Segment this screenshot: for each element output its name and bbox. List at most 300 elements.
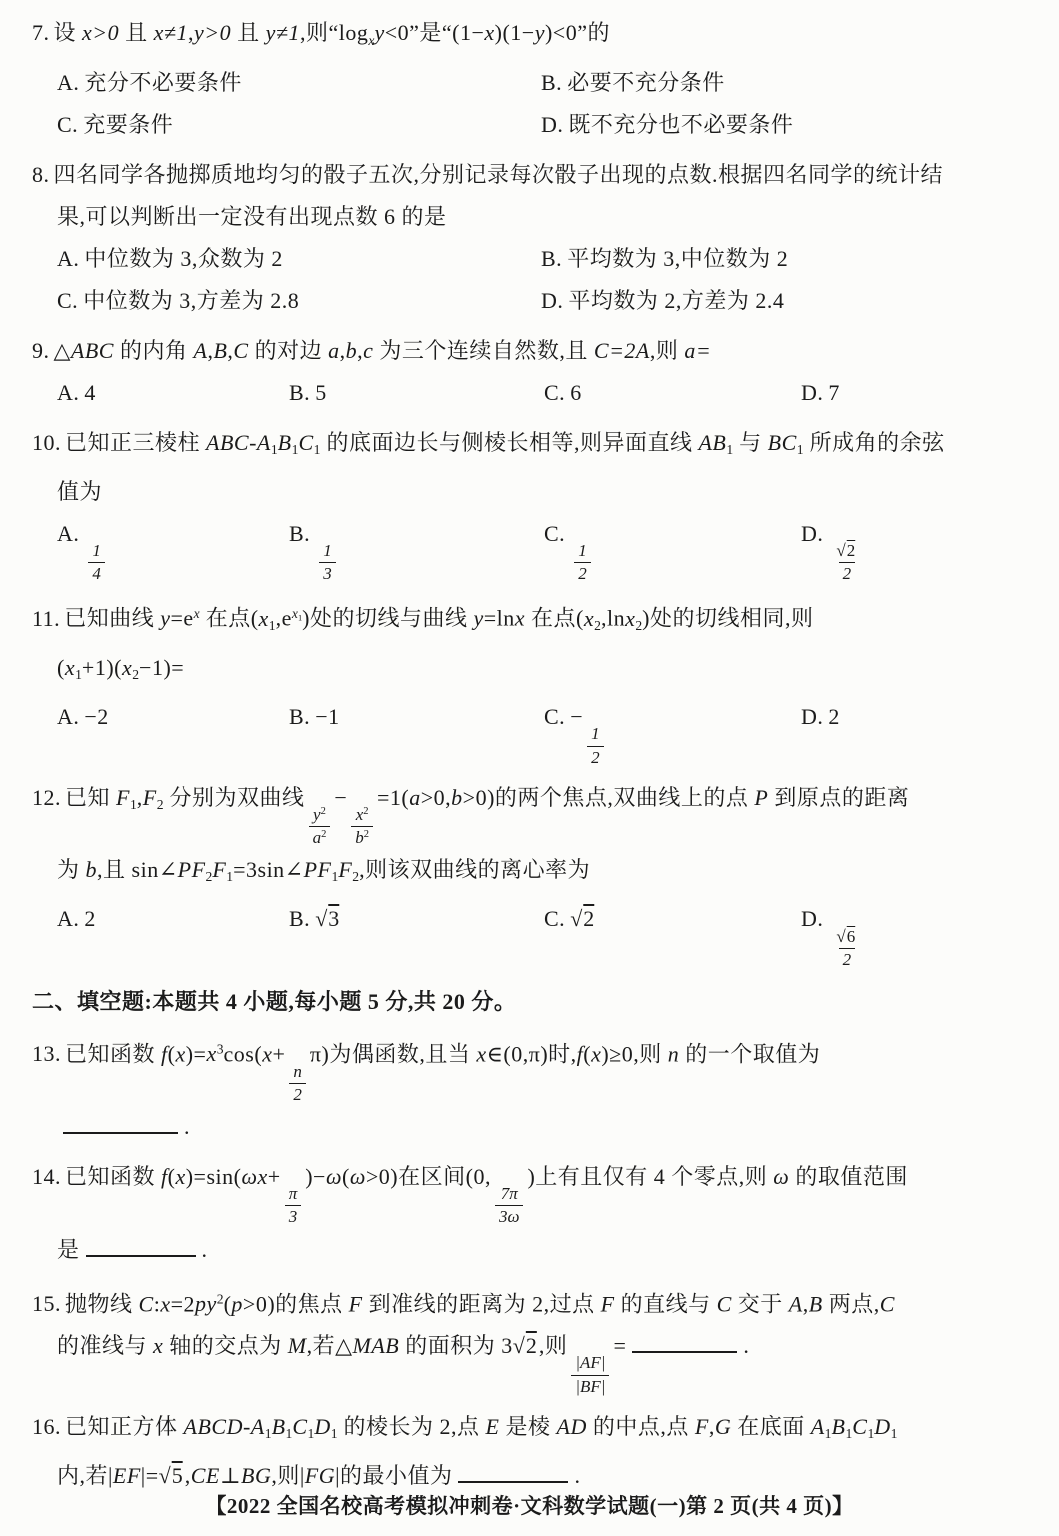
- math-segment: b: [451, 784, 463, 810]
- text-segment: =e: [170, 605, 194, 631]
- math-segment: A: [193, 337, 208, 363]
- math-segment: G: [714, 1413, 732, 1439]
- text-segment: .: [201, 1236, 208, 1262]
- text-segment: =ln: [483, 605, 515, 631]
- question-line: [32, 154, 1035, 196]
- text-segment: (: [223, 1291, 232, 1317]
- text-segment: 到原点的距离: [768, 784, 910, 810]
- question-line: [32, 849, 1035, 898]
- question-number: 7.: [32, 20, 50, 45]
- text-segment: |=√5,: [140, 1462, 191, 1488]
- option-A: [57, 372, 289, 414]
- text-segment: 为三个连续自然数,且: [373, 337, 594, 363]
- text-segment: )处的切线相同,则: [642, 605, 814, 631]
- fraction-denominator: 2: [839, 562, 856, 585]
- question-number: 8.: [32, 161, 50, 187]
- text-segment: +1)(: [81, 655, 122, 680]
- question-9: [32, 330, 1035, 414]
- math-segment: $py^2$: [195, 1291, 224, 1317]
- option-label: A.: [57, 245, 80, 271]
- question-8: [32, 154, 1035, 322]
- text-segment: |的最小值为: [335, 1462, 453, 1488]
- math-segment: x: [175, 1163, 186, 1189]
- subscript: 1: [129, 796, 137, 812]
- sqrt-radical: √6: [836, 926, 856, 946]
- text-segment: ,: [188, 20, 194, 45]
- math-segment: y: [534, 20, 545, 45]
- option-label: C.: [57, 287, 79, 313]
- question-line: [32, 1325, 1035, 1398]
- option-D: [541, 104, 1035, 146]
- subscript: 1: [313, 441, 321, 457]
- text-segment: 已知函数: [65, 1163, 162, 1189]
- subscript: 1: [307, 1425, 315, 1441]
- option-label: B.: [289, 704, 311, 730]
- text-segment: >0,: [420, 784, 452, 810]
- question-15: [32, 1279, 1035, 1398]
- answer-blank: [632, 1329, 737, 1353]
- subscript: 1: [890, 1425, 898, 1441]
- math-segment: B: [808, 1291, 823, 1317]
- text-segment: 平均数为 3,中位数为 2: [567, 245, 789, 271]
- subscript: 1: [268, 618, 276, 633]
- math-segment: x: [153, 1333, 164, 1359]
- text-segment: )−: [305, 1163, 326, 1189]
- text-segment: 7: [828, 379, 840, 405]
- option-label: C.: [544, 906, 566, 932]
- text-segment: 的对边: [248, 337, 329, 363]
- option-B: [541, 238, 1035, 280]
- radicand: 6: [846, 926, 856, 946]
- text-segment: (: [342, 1163, 350, 1189]
- superscript: 2: [363, 829, 370, 841]
- text-segment: <0”是“(1−: [384, 20, 485, 45]
- math-segment: y>0: [194, 20, 232, 45]
- fraction-numerator: π: [288, 1184, 298, 1204]
- option-C: [57, 280, 541, 322]
- option-label: B.: [541, 245, 563, 271]
- text-segment: -: [249, 429, 257, 455]
- text-segment: =3sin∠: [233, 857, 304, 883]
- text-segment: ,: [207, 337, 214, 363]
- math-segment: F1: [116, 784, 137, 812]
- math-segment: C: [233, 337, 249, 363]
- subscript: 1: [226, 869, 234, 885]
- text-segment: ,则该双曲线的离心率为: [359, 857, 591, 883]
- math-segment: F: [348, 1291, 363, 1317]
- text-segment: .: [743, 1333, 750, 1359]
- text-segment: ,: [339, 337, 346, 363]
- question-line: [32, 196, 1035, 238]
- text-segment: ,e: [275, 605, 292, 631]
- math-segment: MAB: [352, 1333, 400, 1359]
- sqrt-radical: √2: [836, 541, 856, 561]
- sqrt-radical: √2: [512, 1333, 537, 1359]
- option-C: [57, 104, 541, 146]
- text-segment: 已知曲线: [64, 605, 161, 631]
- question-line: [32, 593, 1035, 647]
- fraction-denominator: 3ω: [495, 1205, 524, 1228]
- text-segment: ,: [708, 1413, 715, 1439]
- math-segment: ABC: [70, 337, 114, 363]
- text-segment: 5: [315, 379, 327, 405]
- fraction-numerator: |AF|: [575, 1353, 606, 1373]
- text-segment: 的准线与: [57, 1333, 154, 1359]
- math-segment: a: [328, 337, 340, 363]
- option-label: D.: [801, 520, 824, 546]
- math-segment: x: [591, 1041, 602, 1067]
- fraction: [587, 723, 604, 768]
- text-segment: 的面积为 3√2,则: [399, 1333, 568, 1359]
- math-segment: E: [485, 1413, 500, 1439]
- text-segment: ,若△: [306, 1333, 353, 1359]
- math-segment: x: [476, 1041, 487, 1067]
- text-segment: 到准线的距离为 2,过点: [362, 1291, 601, 1317]
- option-C: [544, 696, 801, 769]
- text-segment: ,: [227, 337, 234, 363]
- options-grid: [57, 898, 1035, 971]
- fraction-numerator: 1: [323, 541, 332, 561]
- math-segment: ABCD: [183, 1413, 243, 1439]
- text-segment: −1)=: [139, 655, 185, 680]
- text-segment: 2: [84, 906, 96, 932]
- text-segment: 与: [733, 429, 768, 455]
- question-number: 12.: [32, 784, 61, 810]
- text-segment: 四名同学各抛掷质地均匀的骰子五次,分别记录每次骰子出现的点数.根据四名同学的统计结: [53, 161, 944, 187]
- text-segment: 在点(: [525, 605, 584, 631]
- math-segment: ω: [325, 1163, 343, 1189]
- option-A: [57, 238, 541, 280]
- text-segment: >0)的两个焦点,双曲线上的点: [462, 784, 755, 810]
- math-segment: B: [213, 337, 228, 363]
- subscript: 1: [845, 1425, 853, 1441]
- text-segment: 分别为双曲线: [163, 784, 305, 810]
- math-segment: p: [231, 1291, 243, 1317]
- math-segment: A1B1C1D1: [810, 1413, 898, 1441]
- question-line: [32, 422, 1035, 471]
- radicand: 5: [171, 1462, 183, 1488]
- text-segment: 的底面边长与侧棱长相等,则异面直线: [320, 429, 699, 455]
- fraction-numerator: 1: [591, 724, 600, 744]
- fraction: [88, 540, 105, 585]
- text-segment: 是棱: [499, 1413, 557, 1439]
- text-segment: 中位数为 3,众数为 2: [84, 245, 283, 271]
- superscript: 2: [363, 806, 369, 818]
- option-label: D.: [801, 906, 824, 932]
- fraction: [832, 926, 861, 971]
- fraction-numerator: $y^2$: [313, 805, 326, 825]
- subscript: 1: [297, 612, 303, 623]
- math-segment: F2: [142, 784, 164, 812]
- text-segment: )处的切线与曲线: [302, 605, 474, 631]
- subscript: 1: [331, 869, 339, 885]
- option-label: A.: [57, 379, 80, 405]
- option-B: [289, 898, 544, 971]
- option-D: [801, 898, 1035, 971]
- text-segment: (: [57, 655, 65, 680]
- text-segment: +: [267, 1163, 281, 1189]
- options-grid: [57, 238, 1035, 322]
- text-segment: x: [368, 32, 375, 48]
- fraction-denominator: |BF|: [571, 1375, 609, 1398]
- math-segment: f: [161, 1163, 168, 1189]
- radicand: 3: [328, 906, 340, 932]
- text-segment: π)为偶函数,且当: [309, 1041, 477, 1067]
- math-segment: $x^3$: [206, 1041, 224, 1067]
- question-10: [32, 422, 1035, 586]
- subscript: 2: [635, 618, 643, 633]
- text-segment: 已知: [65, 784, 117, 810]
- text-segment: )=sin(: [185, 1163, 242, 1189]
- math-segment: FG: [304, 1462, 336, 1488]
- fraction: [319, 540, 336, 585]
- sqrt-radical: √3: [315, 906, 340, 932]
- text-segment: 2: [828, 704, 840, 730]
- option-label: B.: [289, 520, 311, 546]
- answer-blank: [86, 1233, 196, 1257]
- fraction-denominator: 2: [839, 948, 856, 971]
- superscript: 2: [216, 1291, 224, 1307]
- options-grid: [57, 513, 1035, 586]
- question-number: 13.: [32, 1041, 61, 1067]
- option-label: C.: [544, 704, 566, 730]
- text-segment: 且: [119, 20, 154, 45]
- subscript: 2: [132, 667, 140, 683]
- option-C: [544, 898, 801, 971]
- question-line: [32, 1279, 1035, 1326]
- text-segment: 且: [231, 20, 266, 45]
- math-segment: C: [879, 1291, 895, 1317]
- math-segment: C: [138, 1291, 154, 1317]
- option-B: [289, 696, 544, 769]
- math-segment: x: [514, 605, 526, 631]
- text-segment: 6: [570, 379, 582, 405]
- text-segment: 在底面: [731, 1413, 811, 1439]
- text-segment: 设: [53, 20, 83, 45]
- question-line: [32, 1106, 1035, 1148]
- question-line: [32, 330, 1035, 372]
- text-segment: .: [574, 1462, 581, 1488]
- option-label: B.: [289, 379, 311, 405]
- text-segment: 是: [57, 1236, 80, 1262]
- text-segment: )=: [185, 1041, 207, 1067]
- math-segment: x: [484, 20, 495, 45]
- option-A: [57, 898, 289, 971]
- math-segment: x2: [625, 605, 643, 633]
- text-segment: −1: [315, 704, 340, 730]
- text-segment: 为: [57, 857, 86, 883]
- option-label: D.: [541, 111, 564, 137]
- text-segment: ∈(0,π)时,: [486, 1041, 577, 1067]
- subscript: 1: [796, 441, 804, 457]
- superscript: 3: [216, 1041, 224, 1057]
- text-segment: ,: [136, 784, 143, 810]
- fraction-denominator: $a^2$: [309, 826, 331, 849]
- math-segment: f: [576, 1041, 584, 1067]
- math-segment: CE: [190, 1462, 220, 1488]
- fraction-numerator: $x^2$: [355, 805, 369, 825]
- subscript: 2: [594, 618, 601, 633]
- option-label: D.: [801, 379, 824, 405]
- superscript: 2: [321, 829, 327, 841]
- math-segment: C=2A: [593, 337, 650, 363]
- text-segment: ,: [802, 1291, 809, 1317]
- text-segment: 的内角: [113, 337, 194, 363]
- text-segment: 已知函数: [65, 1041, 162, 1067]
- question-11: [32, 593, 1035, 768]
- text-segment: 4: [84, 379, 96, 405]
- math-segment: x: [175, 1041, 186, 1067]
- math-segment: M: [287, 1333, 307, 1359]
- subscript: 1: [291, 441, 299, 457]
- question-number: 11.: [32, 605, 61, 631]
- text-segment: ⊥: [219, 1462, 242, 1488]
- math-segment: F: [694, 1413, 709, 1439]
- question-number: 14.: [32, 1163, 61, 1189]
- question-line: [32, 1229, 1035, 1271]
- fraction-denominator: 2: [587, 746, 604, 769]
- fraction-denominator: 2: [289, 1083, 306, 1106]
- answer-blank: [458, 1459, 568, 1483]
- option-A: [57, 513, 289, 586]
- option-D: [541, 280, 1035, 322]
- option-B: [541, 62, 1035, 104]
- math-segment: x1: [64, 655, 82, 683]
- question-number: 15.: [32, 1291, 61, 1317]
- sqrt-radical: √5: [158, 1462, 183, 1488]
- text-segment: 的棱长为 2,点: [337, 1413, 486, 1439]
- math-segment: n: [667, 1041, 680, 1067]
- text-segment: 值为: [57, 478, 103, 504]
- subscript: 1: [824, 1425, 832, 1441]
- text-segment: -: [242, 1413, 251, 1439]
- math-segment: C: [716, 1291, 732, 1317]
- math-segment: BC1: [767, 429, 804, 457]
- text-segment: cos(: [223, 1041, 263, 1067]
- option-label: B.: [541, 69, 563, 95]
- question-line: [32, 1406, 1035, 1455]
- question-number: 9.: [32, 337, 50, 363]
- text-segment: x: [193, 606, 200, 622]
- text-segment: )(1−: [494, 20, 535, 45]
- text-segment: −: [570, 704, 584, 730]
- text-segment: 果,可以判断出一定没有出现点数 6 的是: [57, 203, 447, 229]
- text-segment: ,且 sin∠: [97, 857, 178, 883]
- subscript: 1: [285, 1425, 293, 1441]
- math-segment: f: [161, 1041, 168, 1067]
- math-segment: PF2F1: [177, 857, 234, 885]
- fraction: [495, 1183, 524, 1228]
- fraction-denominator: 4: [88, 562, 105, 585]
- subscript: 2: [156, 796, 164, 812]
- question-line: [32, 12, 1035, 62]
- math-segment: a: [409, 784, 421, 810]
- subscript: 1: [270, 441, 278, 457]
- question-13: [32, 1029, 1035, 1148]
- question-12: [32, 777, 1035, 971]
- option-label: C.: [57, 111, 79, 137]
- text-segment: =1(: [377, 784, 410, 810]
- question-number: 16.: [32, 1413, 61, 1439]
- section-header: 二、填空题:本题共 4 小题,每小题 5 分,共 20 分。: [32, 988, 517, 1014]
- text-segment: 在点(: [199, 605, 259, 631]
- math-segment: AB1: [698, 429, 734, 457]
- option-label: B.: [289, 906, 311, 932]
- math-segment: y: [473, 605, 484, 631]
- math-segment: y: [374, 20, 385, 45]
- text-segment: .: [184, 1113, 190, 1139]
- text-segment: 的一个取值为: [679, 1041, 821, 1067]
- math-segment: x: [160, 1291, 171, 1317]
- option-B: [289, 372, 544, 414]
- option-label: A.: [57, 906, 80, 932]
- sqrt-radical: √2: [570, 906, 595, 932]
- subscript: 1: [330, 1425, 338, 1441]
- text-segment: (: [167, 1041, 176, 1067]
- question-line: [32, 1156, 1035, 1229]
- option-D: [801, 372, 1035, 414]
- text-segment: ,则“log: [299, 20, 369, 45]
- text-segment: 已知正三棱柱: [65, 429, 207, 455]
- text-segment: [570, 906, 596, 931]
- text-segment: −: [334, 784, 348, 810]
- option-A: [57, 696, 289, 769]
- text-segment: 交于: [731, 1291, 789, 1317]
- option-label: D.: [801, 704, 824, 730]
- math-segment: ωx: [241, 1163, 268, 1189]
- subscript: 2: [205, 869, 213, 885]
- fraction-numerator: 7π: [500, 1184, 518, 1204]
- radicand: 2: [525, 1333, 537, 1359]
- question-line: [32, 471, 1035, 513]
- fraction: [351, 804, 373, 849]
- question-7: [32, 12, 1035, 146]
- text-segment: =: [613, 1333, 627, 1359]
- subscript: 1: [867, 1425, 875, 1441]
- fraction-denominator: 3: [285, 1205, 302, 1228]
- radicand: 2: [583, 906, 595, 932]
- option-label: A.: [57, 704, 80, 730]
- text-segment: 充要条件: [83, 111, 174, 137]
- text-segment: :: [153, 1291, 161, 1317]
- text-segment: 既不充分也不必要条件: [568, 111, 794, 137]
- option-A: [57, 62, 541, 104]
- text-segment: 的直线与: [614, 1291, 717, 1317]
- fraction-numerator: 1: [92, 541, 101, 561]
- text-segment: ,则|: [271, 1462, 305, 1488]
- math-segment: x≠1: [153, 20, 188, 45]
- text-segment: ,则: [649, 337, 685, 363]
- math-segment: x2: [121, 655, 140, 683]
- text-segment: 的中点,点: [586, 1413, 695, 1439]
- option-label: A.: [57, 520, 80, 546]
- math-segment: A: [788, 1291, 803, 1317]
- text-segment: >0)在区间(0,: [365, 1163, 491, 1189]
- math-segment: BG: [241, 1462, 272, 1488]
- text-segment: )上有且仅有 4 个零点,则: [527, 1163, 774, 1189]
- math-segment: x2: [583, 605, 601, 633]
- text-segment: 抛物线: [65, 1291, 139, 1317]
- text-segment: 中位数为 3,方差为 2.8: [83, 287, 300, 313]
- math-segment: y≠1: [265, 20, 300, 45]
- fraction-numerator: n: [293, 1061, 302, 1081]
- option-C: [544, 513, 801, 586]
- fraction: [309, 804, 331, 849]
- math-segment: P: [754, 784, 769, 810]
- page-footer: 【2022 全国名校高考模拟冲刺卷·文科数学试题(一)第 2 页(共 4 页)】: [205, 1494, 854, 1518]
- subscript: 1: [264, 1425, 272, 1441]
- text-segment: ,ln: [600, 605, 626, 631]
